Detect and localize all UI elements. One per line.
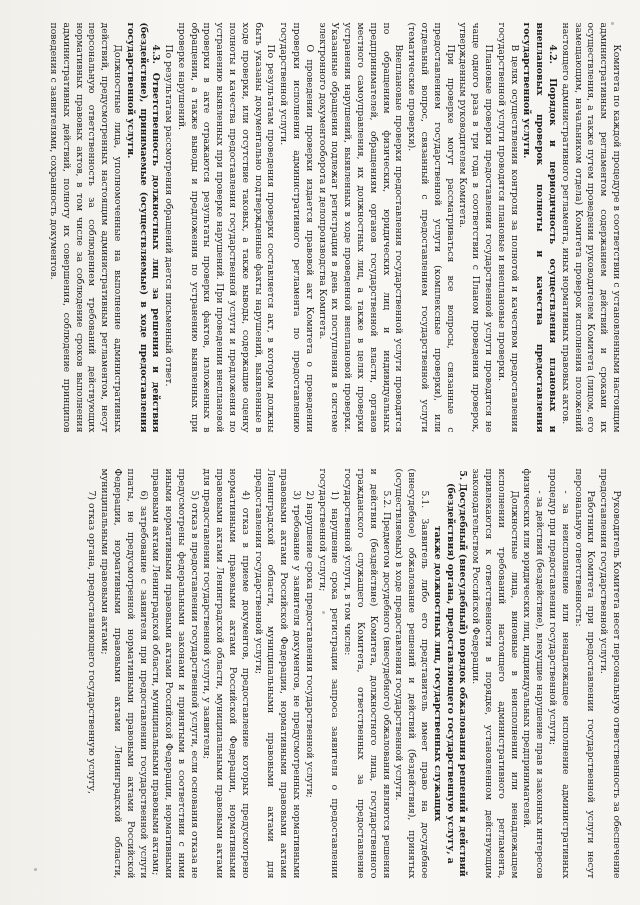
paragraph: 5) отказ в предоставлении государственной услуги, если основания отказа не предусмотрены федеральными законами и принятыми в соответствии с ними иными нормативными правовыми актами Российской Федерации, нормативными правовыми актами Ленинградской области, муниципальными правовыми актами;: [150, 468, 200, 878]
right-text-column: [22, 468, 622, 878]
scan-speck: [34, 868, 37, 871]
paragraph: 2) нарушение срока предоставления государственной услуги;: [303, 490, 315, 798]
scan-speck: [611, 22, 614, 25]
paragraph: Должностные лица, уполномоченные на выполнение административных действий, предусмотренных настоящим административным регламентом, несут персональную ответственность за соблюдением требований действующих нормативных правовых актов, в том числе за соблюдение сроков выполнения административных действий, полноту их совершения, соблюдение принципов поведения с заявителями, сохранность документов.: [47, 22, 123, 432]
paragraph: О проведении проверки издается правовой акт Комитета о проведении проверки исполнения административного регламента по предоставлению государственной услуги.: [278, 22, 315, 432]
paragraph: Плановые проверки предоставления государственной услуги проводятся не чаще одного раза в три года в соответствии с Планом проведения проверок, утвержденным руководителем Комитета.: [457, 22, 495, 432]
paragraph: - за действия (бездействие), влекущие нарушение прав и законных интересов физических или юридических лиц, индивидуальных предпринимателей.: [521, 468, 546, 878]
paragraph: 7) отказ органа, предоставляющего государственную услугу,: [86, 490, 98, 794]
paragraph: Руководитель Комитета несет персональную ответственность за обеспечение предоставления государственной услуги.: [598, 468, 622, 878]
paragraph: При проверке могут рассматриваться все вопросы, связанные с предоставлением государственной услуги (комплексные проверки), или отдельный вопрос, связанный с предоставлением государственной услуги (тематические проверки).: [406, 22, 456, 432]
paragraph: Комитета по каждой процедуре в соответствии с установленными настоящим административным регламентом содержанием действий и сроками их осуществления, а также путем проведения руководителем Комитета (лицом, его замещающим, начальником отдела) Комитета проверок исполнения положений настоящего административного регламента, иных нормативных правовых актов.: [559, 22, 622, 432]
paragraph: 5.1. Заявитель либо его представитель имеет право на досудебное (внесудебное) обжалование решений и действий (бездействия), принятых (осуществляемых) в ходе предоставления государственной услуги.: [393, 468, 431, 878]
section-heading: 4.2. Порядок и периодичность осуществления плановых и внеплановых проверок полноты и качества предоставления государственной услуги.: [521, 22, 559, 432]
paragraph: 5.2. Предметом досудебного (внесудебного) обжалования являются решения и действия (бездействие) Комитета, должностного лица, государственного гражданского служащего Комитета, ответственных за предоставление государственной услуги, в том числе:: [342, 468, 392, 878]
left-text-column: [22, 22, 622, 432]
paragraph: Внеплановые проверки предоставления государственной услуги проводятся по обращениям физических, юридических лиц и индивидуальных предпринимателей, обращениям органов государственной власти, органов местного самоуправления, их должностных лиц, а также в целях проверки устранения нарушений, выявленных в ходе проведенной внеплановой проверки. Указанные обращения подлежат регистрации в день их поступления в системе электронного документооборота и делопроизводства Комитета.: [316, 22, 405, 432]
section-heading: 5. Досудебный (внесудебный) порядок обжалования решений и действий (бездействия) органа, предоставляющего государственную услугу, а также должностных лиц, государственных служащих: [431, 469, 469, 877]
section-heading: 4.3. Ответственность должностных лиц за решения и действия (бездействие), принимаемые (осуществляемые) в ходе предоставления государственной услуги.: [124, 22, 162, 432]
paragraph: 4) отказ в приеме документов, предоставление которых предусмотрено нормативными правовыми актами Российской Федерации, нормативными правовыми актами Ленинградской области, муниципальными правовыми актами для предоставления государственной услуги, у заявителя;: [201, 468, 251, 878]
paragraph: - за неисполнение или ненадлежащее исполнение административных процедур при предоставлении государственной услуги;: [547, 468, 571, 878]
paragraph: В целях осуществления контроля за полнотой и качеством предоставления государственной услуги проводятся плановые и внеплановые проверки.: [495, 22, 520, 432]
paragraph: 6) затребование с заявителя при предоставлении государственной услуги платы, не предусмотренной нормативными правовыми актами Российской Федерации, нормативными правовыми актами Ленинградской области, муниципальными правовыми актами;: [99, 468, 149, 878]
paragraph: По результатам рассмотрения обращений дается письменный ответ.: [163, 44, 175, 386]
paragraph: Должностные лица, виновные в неисполнении или ненадлежащем исполнении требований настоящего административного регламента, привлекаются к ответственности в порядке, установленном действующим законодательством Российской Федерации.: [470, 468, 520, 878]
paragraph: По результатам проведения проверки составляется акт, в котором должны быть указаны документально подтвержденные факты нарушений, выявленные в ходе проверки, или отсутствие таковых, а также выводы, содержащие оценку полноты и качества предоставления государственной услуги и предложения по устранению выявленных при проверке нарушений. При проведении внеплановой проверки в акте отражаются результаты проверки фактов, изложенных в обращении, а также выводы и предложения по устранению выявленных при проверке нарушений.: [175, 22, 277, 432]
scan-speck: [322, 611, 325, 614]
paragraph: Работники Комитета при предоставлении государственной услуги несут персональную ответственность:: [572, 468, 597, 878]
paragraph: 1) нарушение срока регистрации запроса заявителя о предоставлении государственной услуги;: [316, 468, 341, 878]
paragraph: 3) требование у заявителя документов, не предусмотренных нормативными правовыми актами Российской Федерации, нормативными правовыми актами Ленинградской области, муниципальными правовыми актами для предоставления государственной услуги;: [252, 468, 303, 878]
